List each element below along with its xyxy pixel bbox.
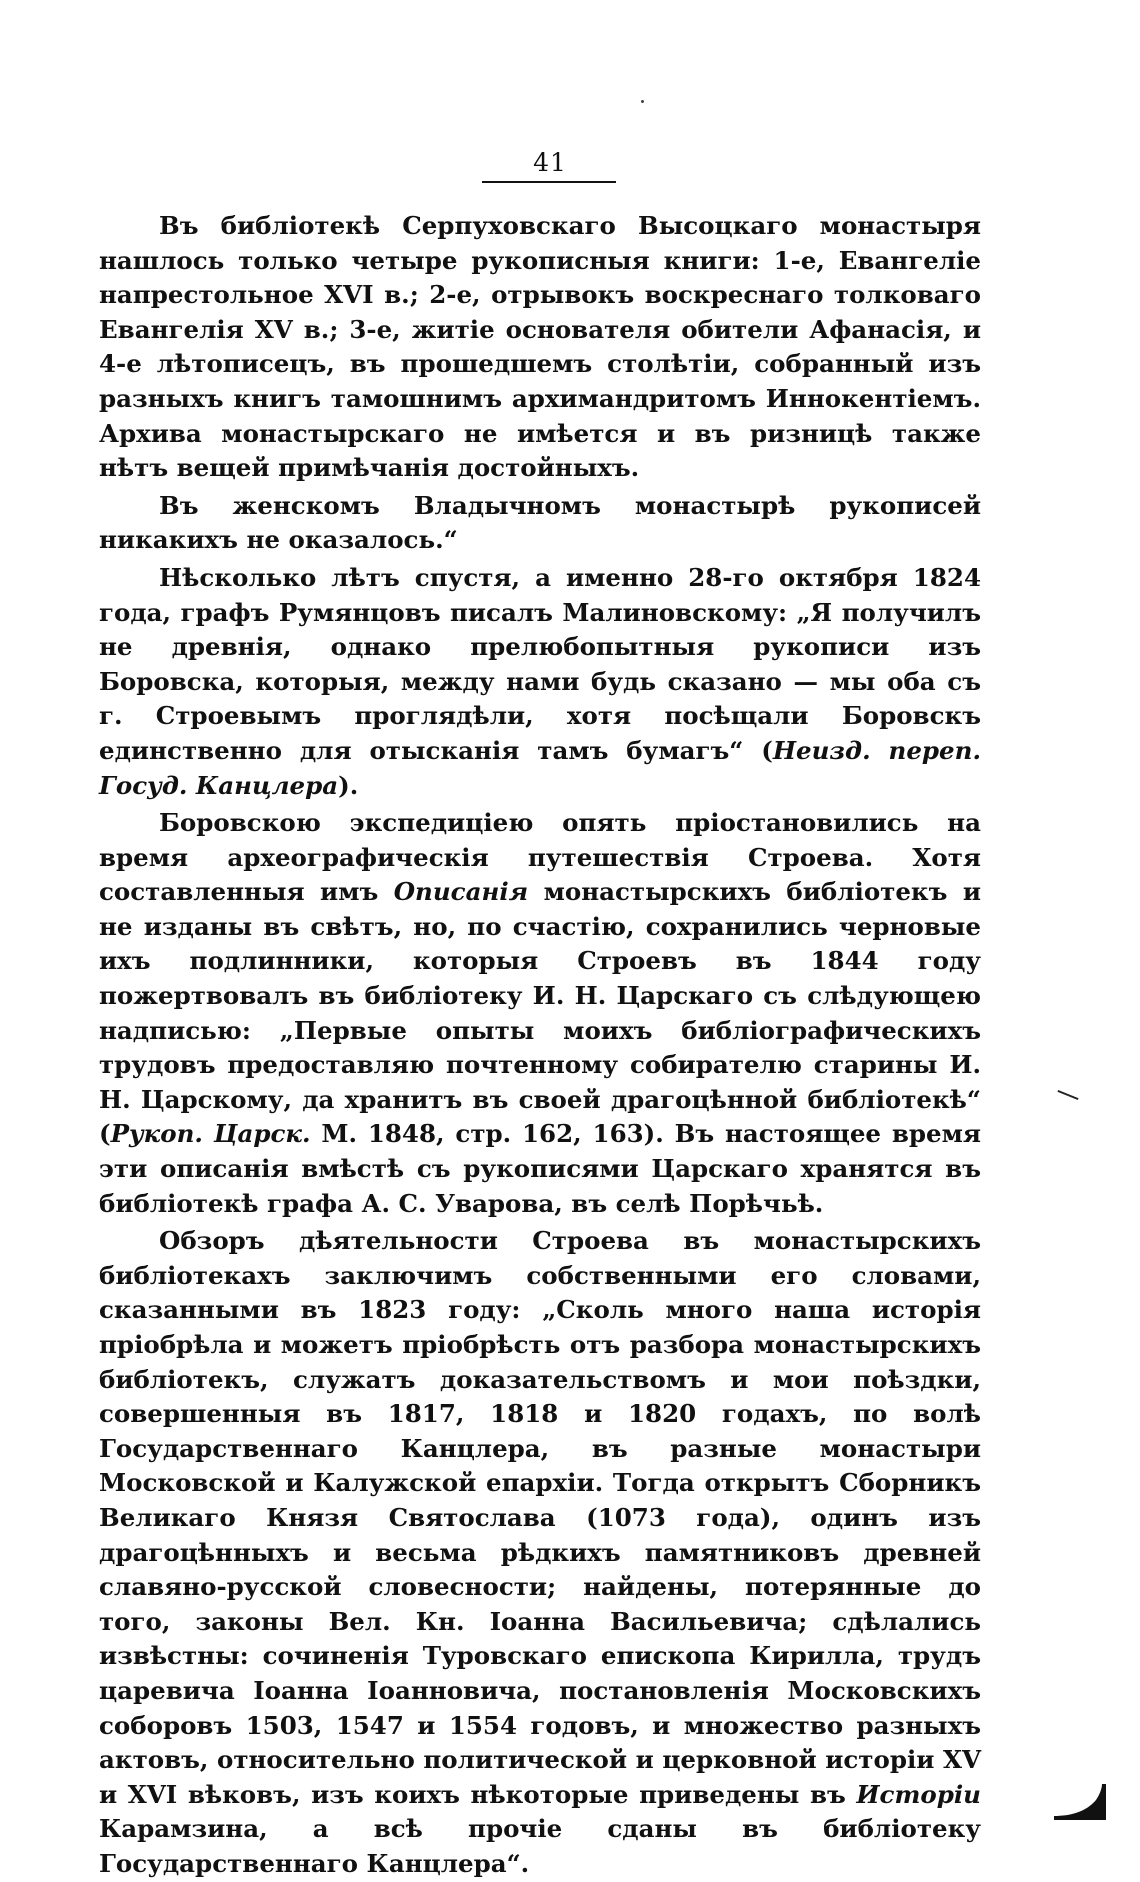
citation-italic: Неизд. переп. Госуд. Канцлера — [99, 735, 981, 800]
paragraph-text: монастырскихъ библіотекъ и не изданы въ свѣтъ, но, по счастію, сохранились черновые ихъ подлинники, которыя Строевъ въ 1844 году пожертвовалъ въ библіотеку И. Н. Царскаго съ слѣдующею надписью: „Первые опыты моихъ библіографическихъ трудовъ предоставляю почтенному собирателю старины И. Н. Царскому, да хранитъ въ своей драгоцѣнной библіотекѣ“ ( — [99, 877, 981, 1149]
citation-italic: Рукоп. Царск. — [110, 1119, 311, 1149]
paragraph-borovsk-expedition — [99, 806, 981, 1221]
header-rule — [482, 181, 616, 183]
paragraph-text: Въ библіотекѣ Серпуховскаго Высоцкаго монастыря нашлось только четыре рукописныя книги: 1-е, Евангеліе напрестольное XVI в.; 2-е, отрывокъ воскреснаго толковаго Евангелія XV в.; 3-е, житіе основателя обители Афанасія, и 4-е лѣтописецъ, въ прошедшемъ столѣтіи, собранный изъ разныхъ книгъ тамошнимъ архимандритомъ Иннокентіемъ. Архива монастырскаго не имѣется и въ ризницѣ также нѣтъ вещей примѣчанія достойныхъ. — [99, 211, 981, 483]
title-italic: Описанія — [393, 877, 529, 907]
paragraph-text: ). — [338, 770, 359, 800]
paragraph-text: Нѣсколько лѣтъ спустя, а именно 28-го октября 1824 года, графъ Румянцовъ писалъ Малиновскому: „Я получилъ не древнія, однако прелюбопытныя рукописи изъ Боровска, которыя, между нами будь сказано — мы оба съ г. Строевымъ проглядѣли, хотя посѣщали Боровскъ единственно для отысканія тамъ бумагъ“ ( — [99, 562, 981, 765]
paragraph-vladychny-monastery — [99, 489, 981, 558]
paragraph-text: М. 1848, стр. 162, 163). Въ настоящее время эти описанія вмѣстѣ съ рукописями Царскаго хранятся въ библіотекѣ графа А. С. Уварова, въ селѣ Порѣчьѣ. — [99, 1119, 981, 1218]
print-speck — [641, 100, 644, 103]
page-number: 41 — [533, 148, 567, 177]
margin-mark — [1057, 1090, 1078, 1100]
paragraph-text: Боровскою экспедиціею опять пріостановились на время археографическія путешествія Строева. Хотя составленныя имъ — [99, 808, 981, 907]
paragraph-serpukhov-library — [99, 209, 981, 486]
title-italic: Исторіи — [856, 1779, 981, 1809]
corner-mark — [1050, 1782, 1110, 1822]
paragraph-text: Карамзина, а всѣ прочіе сданы въ библіотеку Государственнаго Канцлера“. — [99, 1814, 981, 1878]
paragraph-text: Обзоръ дѣятельности Строева въ монастырскихъ библіотекахъ заключимъ собственными его словами, сказанными въ 1823 году: „Сколь много наша исторія пріобрѣла и можетъ пріобрѣсть отъ разбора монастырскихъ библіотекъ, служатъ доказательствомъ и мои поѣздки, совершенныя въ 1817, 1818 и 1820 годахъ, по волѣ Государственнаго Канцлера, въ разные монастыри Московской и Калужской епархіи. Тогда открытъ Сборникъ Великаго Князя Святослава (1073 года), одинъ изъ драгоцѣнныхъ и весьма рѣдкихъ памятниковъ древней славяно-русской словесности; найдены, потерянные до того, законы Вел. Кн. Іоанна Васильевича; сдѣлались извѣстны: сочиненія Туровскаго епископа Кирилла, трудъ царевича Іоанна Іоанновича, постановленія Московскихъ соборовъ 1503, 1547 и 1554 годовъ, и множество разныхъ актовъ, относительно политической и церковной исторіи XV и XVI вѣковъ, изъ коихъ нѣкоторые приведены въ — [99, 1226, 981, 1809]
paragraph-rumyantsov-letter — [99, 561, 981, 803]
paragraph-text: Въ женскомъ Владычномъ монастырѣ рукописей никакихъ не оказалось.“ — [99, 490, 981, 555]
body-text — [99, 209, 981, 1882]
paragraph-stroev-summary — [99, 1224, 981, 1881]
